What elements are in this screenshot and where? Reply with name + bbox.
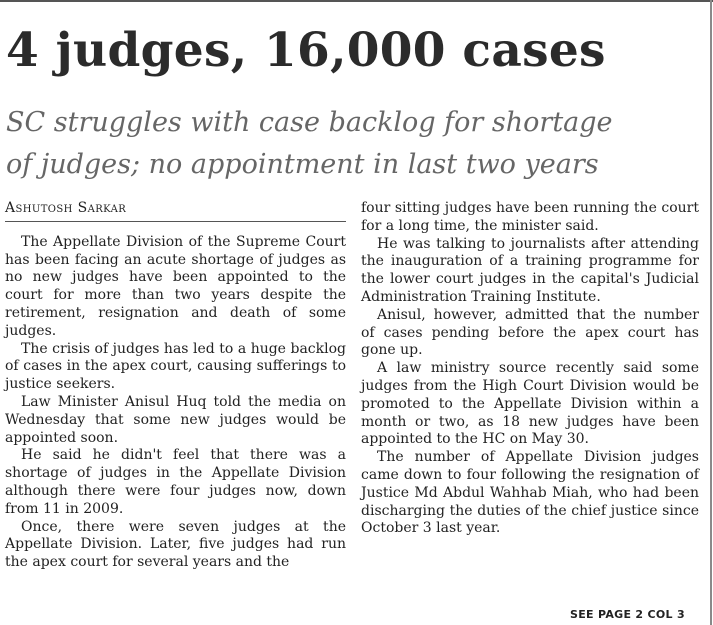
byline: Ashutosh Sarkar bbox=[5, 200, 346, 222]
paragraph: four sitting judges have been running the court for a long time, the minister said. bbox=[361, 200, 699, 234]
subheadline-line-2: of judges; no appointment in last two years bbox=[6, 149, 599, 180]
paragraph: Law Minister Anisul Huq told the media on Wednesday that some new judges would be appointed soon. bbox=[5, 393, 346, 446]
paragraph: The Appellate Division of the Supreme Court has been facing an acute shortage of judges as no new judges have been appointed to the court for more than two years despite the retirement, resignation and death of some judges. bbox=[5, 233, 346, 339]
top-rule bbox=[0, 0, 713, 2]
paragraph: The crisis of judges has led to a huge backlog of cases in the apex court, causing sufferings to justice seekers. bbox=[5, 340, 346, 393]
paragraph: The number of Appellate Division judges came down to four following the resignation of Justice Md Abdul Wahhab Miah, who had been discharging the duties of the chief justice since October 3 last year. bbox=[361, 449, 699, 537]
paragraph: He said he didn't feel that there was a shortage of judges in the Appellate Division although there were four judges now, down from 11 in 2009. bbox=[5, 447, 346, 517]
headline: 4 judges, 16,000 cases bbox=[6, 23, 606, 78]
subheadline-line-1: SC struggles with case backlog for shortage bbox=[6, 107, 613, 138]
paragraph: A law ministry source recently said some judges from the High Court Division would be promoted to the Appellate Division within a month or two, as 18 new judges have been appointed to the HC on May 30. bbox=[361, 360, 699, 448]
article-column-right bbox=[361, 200, 699, 538]
paragraph: Anisul, however, admitted that the number of cases pending before the apex court has gone up. bbox=[361, 306, 699, 359]
continued-on-page-note: SEE PAGE 2 COL 3 bbox=[570, 608, 685, 621]
column-rule bbox=[710, 0, 712, 625]
paragraph: He was talking to journalists after attending the inauguration of a training programme for the lower court judges in the capital's Judicial Administration Training Institute. bbox=[361, 235, 699, 305]
article-column-left bbox=[5, 200, 346, 572]
paragraph: Once, there were seven judges at the Appellate Division. Later, five judges had run the apex court for several years and the bbox=[5, 518, 346, 571]
subheadline bbox=[6, 102, 706, 186]
